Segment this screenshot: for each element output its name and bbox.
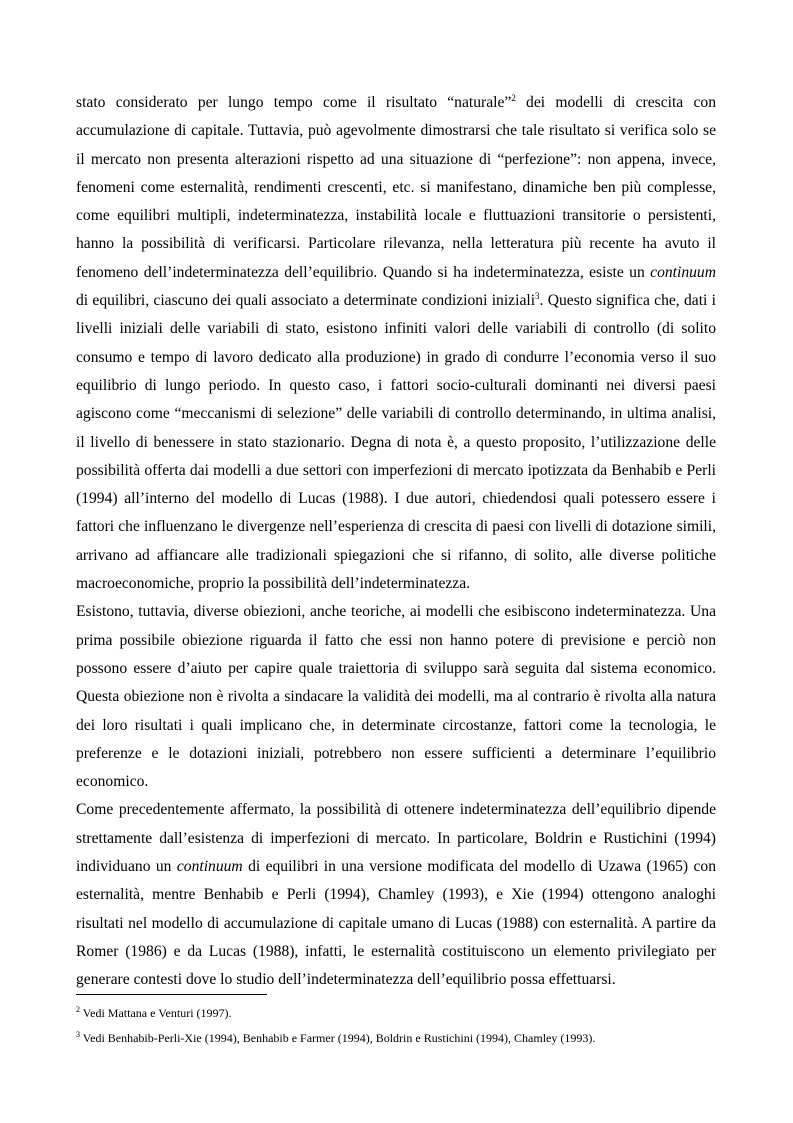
paragraph-1-text-b: dei modelli di crescita con accumulazione di capitale. Tuttavia, può agevolmente dimostrarsi che tale risultato si verifica solo se il mercato non presenta alterazioni rispetto ad una situazione di “perfezione”: non appena, invece, fenomeni come esternalità, rendimenti crescenti, etc. si manifestano, dinamiche ben più complesse, come equilibri multipli, indeterminatezza, instabilità locale e fluttuazioni transitorie o persistenti, hanno la possibilità di verificarsi. Particolare rilevanza, nella letteratura più recente ha avuto il fenomeno dell’indeterminatezza dell’equilibrio. Quando si ha indeterminatezza, esiste un (76, 94, 716, 281)
footnote-number: 3 (76, 1030, 80, 1039)
paragraph-2-text: Esistono, tuttavia, diverse obiezioni, anche teoriche, ai modelli che esibiscono indeterminatezza. Una prima possibile obiezione riguarda il fatto che essi non hanno potere di previsione e perciò non possono essere d’aiuto per capire quale traiettoria di sviluppo sarà seguita dal sistema economico. Questa obiezione non è rivolta a sindacare la validità dei modelli, ma al contrario è rivolta alla natura dei loro risultati i quali implicano che, in determinate circostanze, fattori come la tecnologia, le preferenze e le dotazioni iniziali, potrebbero non essere sufficienti a determinare l’equilibrio economico. (76, 603, 716, 791)
paragraph-1-text-a: stato considerato per lungo tempo come il risultato “naturale” (76, 94, 512, 111)
footnote-3 (76, 1026, 716, 1051)
footnote-separator (76, 994, 267, 995)
footnote-number: 2 (76, 1005, 80, 1014)
paragraph-2 (76, 598, 716, 796)
footnote-ref-2: 2 (511, 93, 516, 103)
paragraph-1 (76, 89, 716, 598)
footnotes (76, 1001, 716, 1051)
paragraph-3-italic-term: continuum (176, 858, 243, 876)
paragraph-1-italic-term: continuum (650, 263, 716, 281)
paragraph-3-text-b: di equilibri in una versione modificata del modello di Uzawa (1965) con esternalità, mentre Benhabib e Perli (1994), Chamley (1993), e Xie (1994) ottengono analoghi risultati nel modello di accumulazione di capitale umano di Lucas (1988) con esternalità. A partire da Romer (1986) e da Lucas (1988), infatti, le esternalità costituiscono un elemento privilegiato per generare contesti dove lo studio dell’indeterminatezza dell’equilibrio possa effettuarsi. (76, 858, 717, 989)
footnote-ref-3: 3 (535, 291, 540, 302)
paragraph-3 (76, 796, 716, 994)
body-text (76, 89, 716, 995)
footnote-text: Vedi Mattana e Venturi (1997). (80, 1006, 232, 1020)
paragraph-1-text-c: di equilibri, ciascuno dei quali associato a determinate condizioni iniziali (76, 292, 536, 310)
paragraph-1-text-d: . Questo significa che, dati i livelli iniziali delle variabili di stato, esistono infiniti valori delle variabili di controllo (di solito consumo e tempo di lavoro dedicato alla produzione) in grado di condurre l’economia verso il suo equilibrio di lungo periodo. In questo caso, i fattori socio-culturali dominanti nei diversi paesi agiscono come “meccanismi di selezione” delle variabili di controllo determinando, in ultima analisi, il livello di benessere in stato stazionario. Degna di nota è, a questo proposito, l’utilizzazione delle possibilità offerta dai modelli a due settori con imperfezioni di mercato ipotizzata da Benhabib e Perli (1994) all’interno del modello di Lucas (1988). I due autori, chiedendosi quali potessero essere i fattori che influenzano le divergenze nell’esperienza di crescita di paesi con livelli di dotazione simili, arrivano ad affiancare alle tradizionali spiegazioni che si rifanno, di solito, alle diverse politiche macroeconomiche, proprio la possibilità dell’indeterminatezza. (76, 292, 716, 593)
paragraph-3-text-a: Come precedentemente affermato, la possibilità di ottenere indeterminatezza dell’equilibrio dipende strettamente dall’esistenza di imperfezioni di mercato. In particolare, Boldrin e Rustichini (1994) individuano un (76, 801, 716, 876)
footnote-2 (76, 1001, 716, 1026)
footnote-text: Vedi Benhabib-Perli-Xie (1994), Benhabib e Farmer (1994), Boldrin e Rustichini (1994), Chamley (1993). (80, 1031, 596, 1045)
